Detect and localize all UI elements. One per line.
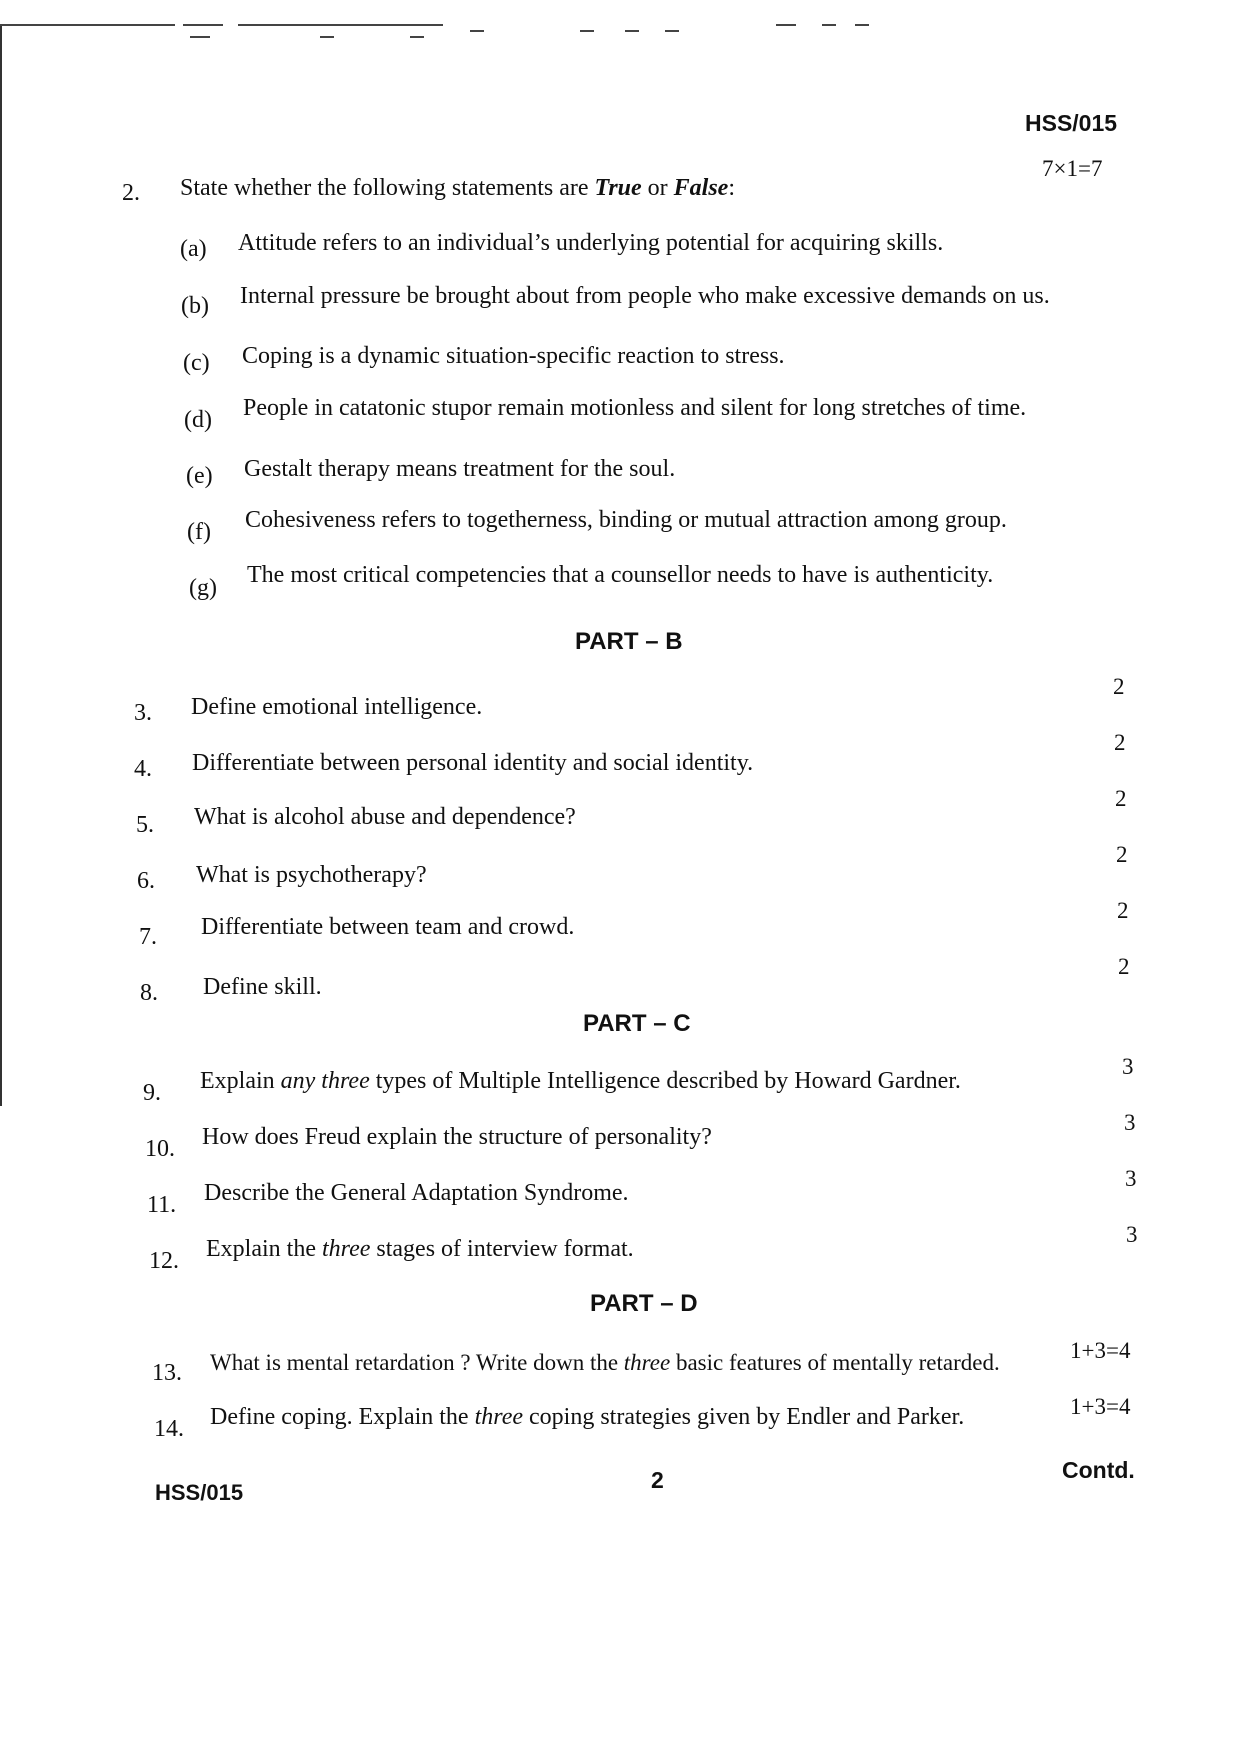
question-marks: 1+3=4 (1070, 1338, 1131, 1363)
question-marks: 1+3=4 (1070, 1394, 1131, 1419)
scan-dash (580, 30, 594, 32)
item-text: Attitude refers to an individual’s underlying potential for acquiring skills. (238, 230, 944, 256)
question-number: 14. (154, 1416, 184, 1442)
question-number: 7. (139, 924, 157, 950)
question-marks: 3 (1125, 1166, 1137, 1191)
question-text: What is mental retardation ? Write down the three basic features of mentally retarded. (210, 1350, 1000, 1375)
scan-dash (822, 24, 836, 26)
question-text: What is psychotherapy? (196, 862, 427, 888)
item-text: People in catatonic stupor remain motionless and silent for long stretches of time. (243, 395, 1027, 421)
question-text: Define coping. Explain the three coping strategies given by Endler and Parker. (210, 1404, 965, 1430)
scan-dash (470, 30, 484, 32)
question-text: What is alcohol abuse and dependence? (194, 804, 576, 830)
item-text: The most critical competencies that a counsellor needs to have is authenticity. (247, 562, 994, 588)
item-label: (f) (187, 519, 211, 545)
question-text: Explain the three stages of interview format. (206, 1236, 634, 1262)
question-number: 10. (145, 1136, 175, 1162)
item-label: (d) (184, 407, 212, 433)
question-2-stem: State whether the following statements are True or False: (180, 175, 735, 201)
question-text: Define skill. (203, 974, 322, 1000)
part-b-title: PART – B (575, 628, 683, 655)
scan-dash (183, 24, 223, 26)
part-c-title: PART – C (583, 1010, 691, 1037)
question-number: 2. (122, 180, 140, 206)
question-marks: 2 (1118, 954, 1130, 979)
scan-dash (0, 24, 175, 26)
question-number: 6. (137, 868, 155, 894)
item-text: Coping is a dynamic situation-specific reaction to stress. (242, 343, 785, 369)
question-text: Explain any three types of Multiple Intelligence described by Howard Gardner. (200, 1068, 961, 1094)
scan-dash (190, 36, 210, 38)
question-marks: 7×1=7 (1042, 156, 1103, 181)
item-label: (g) (189, 575, 217, 601)
item-label: (b) (181, 293, 209, 319)
item-label: (e) (186, 463, 213, 489)
question-marks: 2 (1117, 898, 1129, 923)
question-marks: 2 (1115, 786, 1127, 811)
part-d-title: PART – D (590, 1290, 698, 1317)
scan-dash (776, 24, 796, 26)
question-text: Define emotional intelligence. (191, 694, 483, 720)
question-marks: 2 (1113, 674, 1125, 699)
item-text: Cohesiveness refers to togetherness, binding or mutual attraction among group. (245, 507, 1007, 533)
item-label: (a) (180, 236, 207, 262)
question-number: 8. (140, 980, 158, 1006)
page-number: 2 (651, 1467, 664, 1493)
scan-dash (855, 24, 869, 26)
paper-code-header: HSS/015 (1025, 110, 1118, 136)
question-text: How does Freud explain the structure of personality? (202, 1124, 712, 1150)
question-marks: 3 (1126, 1222, 1138, 1247)
scan-dash (238, 24, 443, 26)
scan-edge-line (0, 26, 2, 1106)
question-text: Differentiate between team and crowd. (201, 914, 575, 940)
question-text: Differentiate between personal identity and social identity. (192, 750, 754, 776)
item-label: (c) (183, 350, 210, 376)
scan-dash (665, 30, 679, 32)
question-marks: 2 (1114, 730, 1126, 755)
question-marks: 2 (1116, 842, 1128, 867)
scan-dash (625, 30, 639, 32)
question-marks: 3 (1124, 1110, 1136, 1135)
question-number: 11. (147, 1192, 177, 1218)
question-text: Describe the General Adaptation Syndrome. (204, 1180, 629, 1206)
item-text: Internal pressure be brought about from people who make excessive demands on us. (240, 283, 1050, 309)
continued-label: Contd. (1062, 1457, 1135, 1483)
question-number: 12. (149, 1248, 179, 1274)
item-text: Gestalt therapy means treatment for the soul. (244, 456, 676, 482)
question-number: 5. (136, 812, 154, 838)
paper-code-footer: HSS/015 (155, 1480, 244, 1505)
question-number: 13. (152, 1360, 182, 1386)
question-number: 9. (143, 1080, 161, 1106)
scan-dash (410, 36, 424, 38)
scan-dash (320, 36, 334, 38)
question-number: 3. (134, 700, 152, 726)
question-number: 4. (134, 756, 152, 782)
question-marks: 3 (1122, 1054, 1134, 1079)
